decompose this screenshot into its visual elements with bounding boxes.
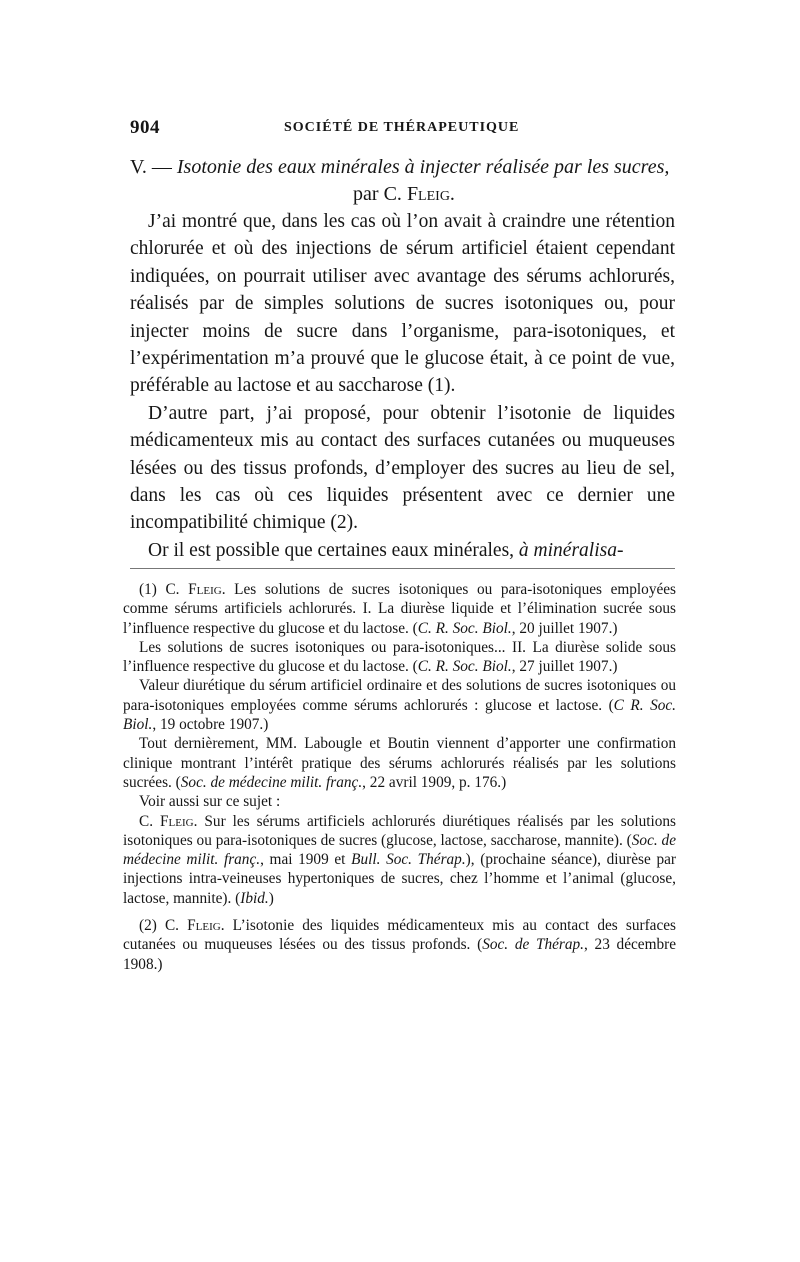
- body-text: [130, 208, 675, 564]
- footnote-date: , 20 juillet 1907.): [511, 619, 618, 637]
- footnote-1d: [123, 734, 676, 792]
- footnote-1: [123, 580, 676, 638]
- footnote-text: . Sur les sérums artificiels achlorurés diurétiques réalisés par les solutions isotoniques ou para-isotoniques de sucres (glucose, lactose, saccharose, mannite). (: [123, 812, 676, 849]
- title-roman: V. —: [130, 156, 177, 178]
- page-header: [130, 117, 675, 143]
- footnote-source: Soc. de médecine milit. franç.: [123, 831, 676, 869]
- footnote-1b: [123, 638, 676, 677]
- footnote-divider: [130, 568, 675, 569]
- footnote-1f: [123, 812, 676, 908]
- footnote-author: Fleig: [188, 581, 222, 598]
- paragraph-1: J’ai montré que, dans les cas où l’on avait à craindre une rétention chlorurée et où des injections de sérum artificiel étaient cependant indiquées, on pourrait utiliser avec avantage des sérums achlorurés, réalisés par de simples solutions de sucres isotoniques ou, pour injecter moins de sucre dans l’organisme, para-isotoniques, et l’expérimentation m’a prouvé que le glucose était, à ce point de vue, préférable au lactose et au saccharose (1).: [130, 211, 675, 397]
- footnote-source: C. R. Soc. Biol.: [417, 619, 512, 637]
- footnote-ibid: Ibid.: [240, 889, 269, 907]
- footnote-source: Soc. de médecine milit. franç.: [180, 773, 363, 791]
- footnote-text: . Les solutions de sucres isotoniques ou para-isotoniques employées comme sérums artificiels achlorurés. I. La diurèse liquide et l’élimination sucrée sous l’influence respective du glucose et du lactose. (: [123, 581, 677, 637]
- footnotes: [123, 580, 676, 974]
- footnote-date: , 27 juillet 1907.): [511, 658, 618, 676]
- footnote-author: Fleig: [187, 917, 221, 935]
- footnote-text: Les solutions de sucres isotoniques ou para-isotoniques... II. La diurèse solide sous l’influence respective du glucose et du lactose. (: [123, 638, 676, 676]
- footnote-date: , 22 avril 1909, p. 176.): [362, 773, 507, 791]
- footnote-2: [123, 916, 676, 974]
- footnote-text: ), (prochaine séance), diurèse par injections intra-veineuses hypertoniques de sucres, chez l’homme et l’animal (glucose, lactose, mannite). (: [123, 851, 676, 907]
- paragraph-3: [130, 537, 675, 564]
- footnote-author: Fleig: [160, 812, 194, 830]
- footnote-date: , 23 décembre 1908.): [123, 936, 677, 973]
- footnote-source: Bull. Soc. Thérap.: [351, 851, 466, 869]
- footnote-text: Tout dernièrement, MM. Labougle et Boutin viennent d’apporter une confirmation clinique montrant l’intérêt pratique des sérums achlorurés réalisés par les solutions sucrées. (: [123, 735, 676, 791]
- footnote-mark: (2) C.: [139, 917, 188, 935]
- footnote-source: Soc. de Thérap.: [482, 936, 584, 954]
- footnote-text: . L’isotonie des liquides médicamenteux mis au contact des surfaces cutanées ou muqueuses lésées ou des tissus profonds. (: [123, 917, 676, 954]
- title-author-line: [130, 181, 678, 208]
- footnote-source: C R. Soc. Biol.: [123, 696, 676, 734]
- paragraph-3-text: Or il est possible que certaines eaux minérales,: [148, 539, 519, 561]
- title-by: par C.: [353, 183, 407, 205]
- footnote-mark: (1) C.: [139, 581, 189, 598]
- footnote-mark: C.: [139, 812, 161, 830]
- footnote-end: ): [268, 889, 274, 907]
- page-number: 904: [130, 117, 160, 138]
- title-author: Fleig.: [406, 183, 455, 205]
- footnote-text: Valeur diurétique du sérum artificiel ordinaire et des solutions de sucres isotoniques ou para-isotoniques employées comme sérums achlorurés : glucose et lactose. (: [123, 677, 676, 714]
- title-text: Isotonie des eaux minérales à injecter réalisée par les sucres,: [176, 156, 670, 178]
- footnote-source: C. R. Soc. Biol.: [417, 658, 512, 676]
- title-line: [130, 154, 678, 181]
- running-head: SOCIÉTÉ DE THÉRAPEUTIQUE: [284, 120, 520, 135]
- section-title: [130, 154, 678, 208]
- paragraph-3-italic: à minéralisa-: [518, 539, 624, 561]
- paragraph-2: D’autre part, j’ai proposé, pour obtenir l’isotonie de liquides médicamenteux mis au contact des surfaces cutanées ou muqueuses lésées ou des tissus profonds, d’employer des sucres au lieu de sel, dans les cas où ces liquides présentent avec ce dernier une incompatibilité chimique (2).: [130, 402, 675, 534]
- footnote-date: , mai 1909 et: [260, 851, 352, 869]
- footnote-date: , 19 octobre 1907.): [152, 716, 269, 734]
- footnote-1c: [123, 676, 676, 734]
- footnote-1e: Voir aussi sur ce sujet :: [139, 793, 281, 811]
